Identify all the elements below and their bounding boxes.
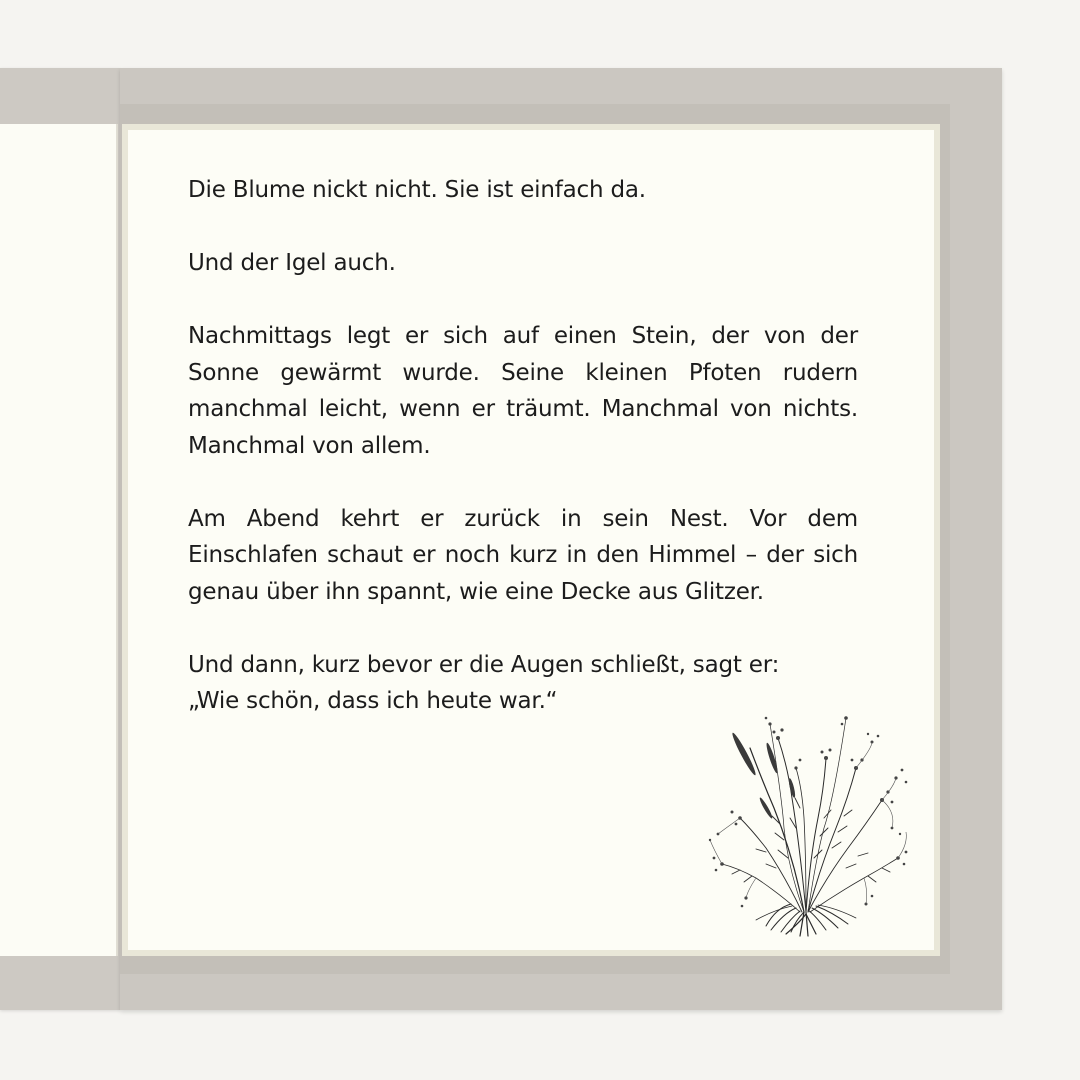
fine-branches bbox=[710, 742, 906, 904]
story-text bbox=[188, 172, 858, 756]
paragraph-3: Nachmittags legt er sich auf einen Stein, der von der Sonne gewärmt wurde. Seine kleinen Pfoten rudern manchmal leicht, wenn er träumt. Manchmal von nichts. Manchmal von allem. bbox=[188, 323, 858, 459]
wildflower-grass-illustration bbox=[696, 708, 920, 944]
seed-heads bbox=[730, 731, 796, 819]
closing-quote: „Wie schön, dass ich heute war.“ bbox=[188, 688, 558, 714]
paragraph-2: Und der Igel auch. bbox=[188, 250, 396, 276]
previous-page-paper bbox=[0, 124, 118, 956]
leaf-blades bbox=[732, 798, 890, 882]
paragraph-1: Die Blume nickt nicht. Sie ist einfach da. bbox=[188, 177, 646, 203]
paragraph-4: Am Abend kehrt er zurück in sein Nest. Vor dem Einschlafen schaut er noch kurz in den Himmel – der sich genau über ihn spannt, wie eine Decke aus Glitzer. bbox=[188, 505, 858, 605]
grass-tuft bbox=[722, 718, 898, 936]
closing-line-1: Und dann, kurz bevor er die Augen schließt, sagt er: bbox=[188, 651, 780, 678]
